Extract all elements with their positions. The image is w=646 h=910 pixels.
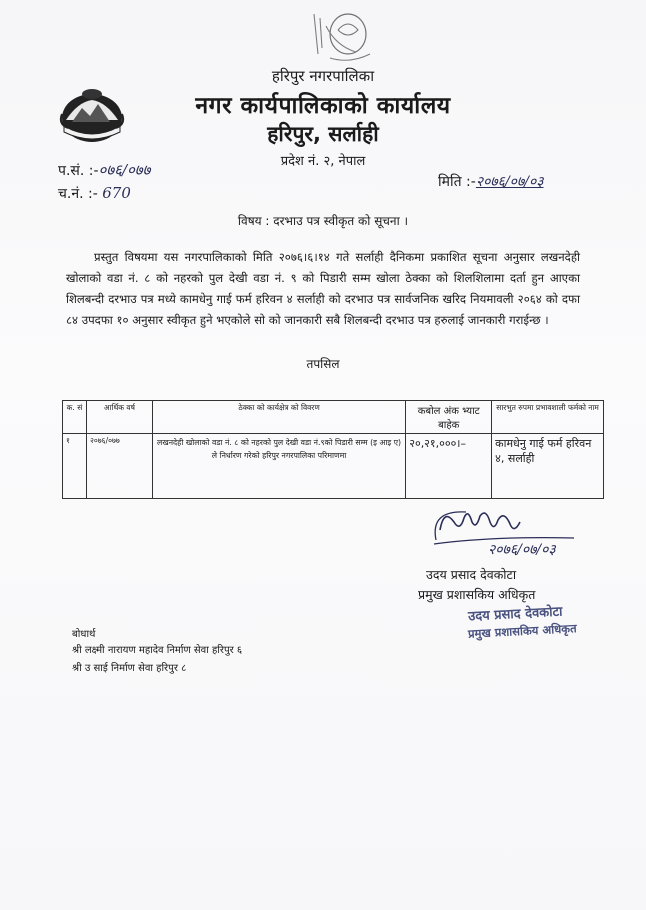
cell-sn: १ (63, 434, 87, 499)
contract-table (62, 400, 604, 499)
province-line: प्रदेश नं. २, नेपाल (280, 154, 366, 169)
col-header-amount: कबोल अंक भ्याट बाहेक (406, 401, 492, 434)
stamp-title: प्रमुख प्रशासकिय अधिकृत (467, 621, 577, 641)
cell-firm: कामधेनु गाई फर्म हरिवन ४, सर्लाही (492, 434, 604, 499)
cc-heading: बोधार्थ (72, 629, 96, 640)
tapasil-heading: तपसिल (306, 357, 340, 371)
col-header-firm: सारभुत रुपमा प्रभावशाली फर्मको नाम (492, 401, 604, 434)
signatory-name: उदय प्रसाद देवकोटा (426, 567, 517, 582)
cell-fiscal-year: २०७६/०७७ (86, 434, 152, 499)
notice-body: प्रस्तुत विषयमा यस नगरपालिकाको मिति २०७६।६।१४ गते सर्लाही दैनिकमा प्रकाशित सूचना अनुसार लखनदेही खोलाको वडा नं. ८ को नहरको पुल देखी वडा नं. ९ को पिडारी सम्म खोला ठेक्का को शिलशिलामा दर्ता हुन आएका शिलबन्दी दरभाउ पत्र मध्ये कामधेनु गाई फर्म हरिवन ४ सर्लाही को दरभाउ पत्र सार्वजनिक खरिद नियमावली २०६४ को दफा ८४ उपदफा १० अनुसार स्वीकृत हुने भएकोले सो को जानकारी सबै शिलबन्दी दरभाउ पत्र हरुलाई जानकारी गराईन्छ । (66, 250, 580, 327)
date-value: २०७६/०७/०३ (475, 174, 544, 190)
stamp-name: उदय प्रसाद देवकोटा (467, 604, 563, 625)
office-title: नगर कार्यपालिकाको कार्यालय (195, 93, 451, 119)
chalani-value: 670 (102, 184, 131, 202)
cell-work: लखनदेही खोलाको वडा नं. ८ को नहरको पुल देखी वडा नं.९को पिडारी सम्म (इ आइ ए) ले निर्धारण गरेको हरिपुर नगरपालिका परिमाणमा (152, 434, 405, 499)
col-header-fiscal-year: आर्थिक वर्ष (86, 401, 152, 434)
patra-value: ०७६/०७७ (98, 161, 151, 179)
chalani-label: च.नं. :- (58, 186, 98, 202)
signatory-title: प्रमुख प्रशासकिय अधिकृत (418, 587, 536, 602)
col-header-work: ठेक्का को कार्यक्षेत्र को विवरण (152, 401, 405, 434)
office-place: हरिपुर, सर्लाही (267, 122, 379, 146)
cell-amount: २०,२१,०००।– (406, 434, 492, 499)
date-label: मिति :- (438, 174, 476, 190)
cc-line-2: श्री उ साई निर्माण सेवा हरिपुर ८ (72, 663, 187, 674)
letter-date (438, 172, 544, 191)
table-row (63, 434, 604, 499)
cc-line-1: श्री लक्ष्मी नारायण महादेव निर्माण सेवा हरिपुर ६ (72, 645, 243, 656)
chalani-number (58, 184, 131, 203)
svg-text:२०७६/०७/०३: २०७६/०७/०३ (488, 542, 556, 558)
patra-label: प.सं. :- (58, 163, 99, 179)
col-header-sn: क. सं (63, 401, 87, 434)
patra-sankhya (58, 160, 150, 180)
table-header-row (63, 401, 604, 434)
municipality-name: हरिपुर नगरपालिका (271, 67, 375, 85)
handwritten-signature (418, 500, 618, 572)
subject-line: विषय : दरभाउ पत्र स्वीकृत को सूचना । (237, 214, 409, 228)
